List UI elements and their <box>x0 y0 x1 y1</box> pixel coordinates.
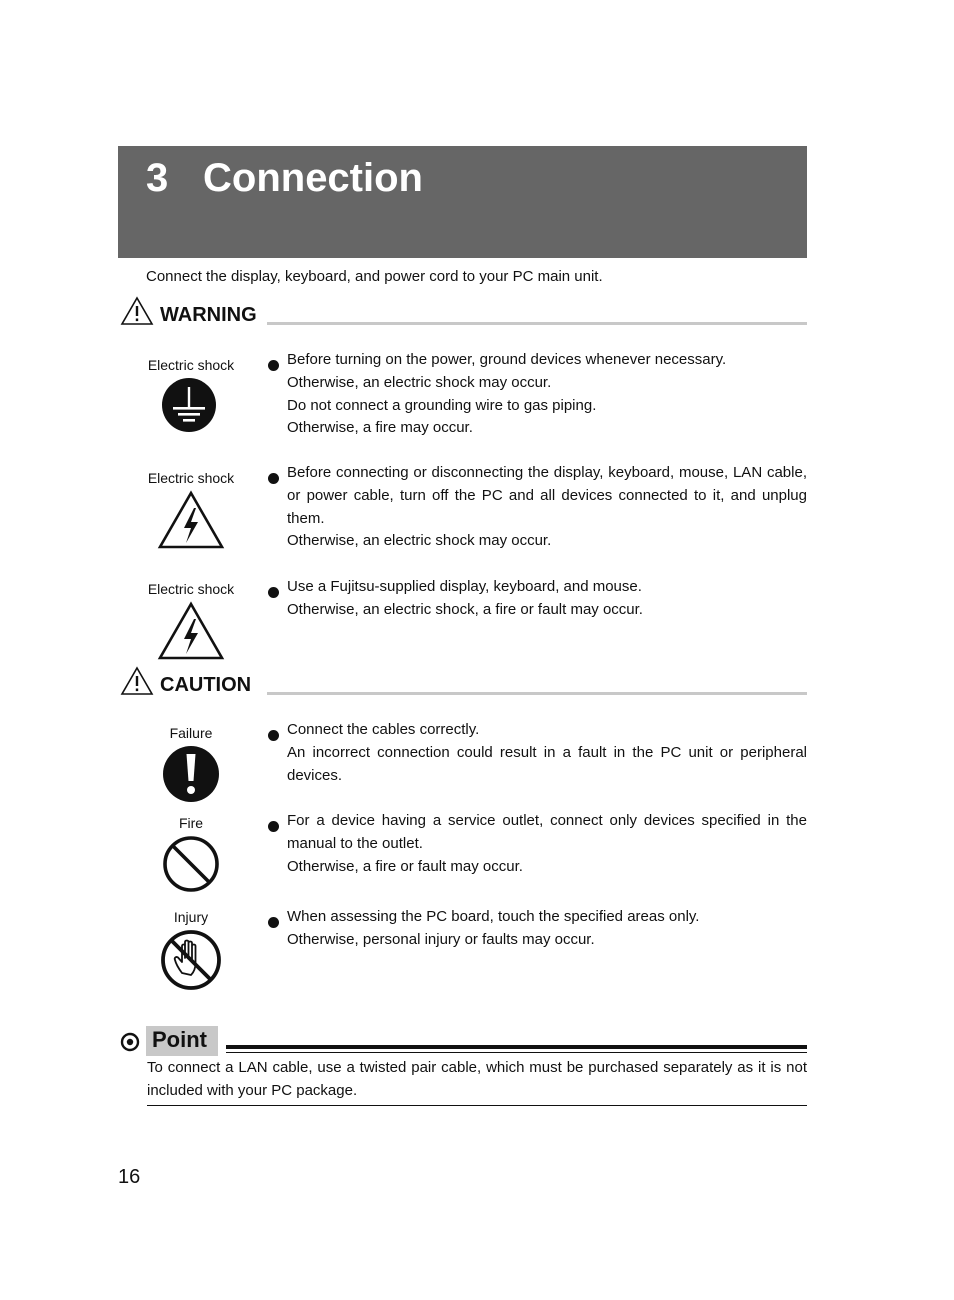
icon-label: Electric shock <box>147 581 235 597</box>
chapter-number: 3 <box>146 156 169 200</box>
icon-label: Failure <box>169 725 213 741</box>
ground-symbol-icon <box>161 377 217 433</box>
warning-rule <box>267 322 807 325</box>
bullet <box>268 730 279 741</box>
bullet <box>268 587 279 598</box>
intro-text: Connect the display, keyboard, and power cord to your PC main unit. <box>146 268 603 285</box>
caution-item-2 <box>118 812 807 895</box>
point-rule-thin <box>226 1052 807 1053</box>
page-number: 16 <box>118 1166 141 1188</box>
bullet <box>268 360 279 371</box>
chapter-heading <box>118 146 807 258</box>
caution-item-1 <box>118 721 807 808</box>
bullet <box>268 473 279 484</box>
chapter-title: Connection <box>203 156 423 200</box>
warning-title: WARNING <box>160 304 257 326</box>
warning-item-1 <box>118 351 807 446</box>
icon-label: Electric shock <box>147 470 235 486</box>
caution-item-2-text: For a device having a service outlet, connect only devices specified in the manual to the outlet. Otherwise, a fire or fault may occur. <box>287 812 807 875</box>
point-text: To connect a LAN cable, use a twisted pair cable, which must be purchased separately as it is not included with your PC package. <box>147 1059 807 1099</box>
high-voltage-icon <box>157 601 225 661</box>
warning-triangle-icon <box>120 296 154 326</box>
icon-label: Electric shock <box>147 357 235 373</box>
warning-item-2-text: Before connecting or disconnecting the display, keyboard, mouse, LAN cable, or power cable, turn off the PC and all devices connected to it, and unplug them. Otherwise, an electric shock may occur. <box>287 464 807 550</box>
caution-title: CAUTION <box>160 674 252 696</box>
bullet <box>268 917 279 928</box>
warning-item-3-text: Use a Fujitsu-supplied display, keyboard, and mouse. Otherwise, an electric shock, a fire or fault may occur. <box>287 578 643 618</box>
high-voltage-icon <box>157 490 225 550</box>
target-icon <box>120 1032 140 1052</box>
caution-rule <box>267 692 807 695</box>
no-touch-hand-icon <box>160 929 222 991</box>
warning-item-2 <box>118 464 807 559</box>
point-title: Point <box>152 1027 207 1052</box>
point-rule-thick <box>226 1045 807 1049</box>
prohibited-icon <box>162 835 220 893</box>
exclamation-icon <box>162 745 220 803</box>
caution-triangle-icon <box>120 666 154 696</box>
icon-label: Fire <box>178 815 204 831</box>
bullet <box>268 821 279 832</box>
point-bottom-rule <box>147 1105 807 1106</box>
warning-item-1-text: Before turning on the power, ground devices whenever necessary. Otherwise, an electric shock may occur. Do not connect a grounding wire to gas piping. Otherwise, a fire may occur. <box>287 351 727 437</box>
icon-label: Injury <box>173 909 209 925</box>
point-header <box>118 1026 807 1056</box>
warning-header <box>120 296 807 330</box>
caution-item-1-text: Connect the cables correctly. An incorrect connection could result in a fault in the PC unit or peripheral devices. <box>287 721 807 784</box>
point-label-box <box>146 1026 218 1056</box>
caution-item-3-text: When assessing the PC board, touch the specified areas only. Otherwise, personal injury or faults may occur. <box>287 908 700 948</box>
caution-item-3 <box>118 908 807 993</box>
caution-header <box>120 666 807 700</box>
warning-item-3 <box>118 578 807 661</box>
